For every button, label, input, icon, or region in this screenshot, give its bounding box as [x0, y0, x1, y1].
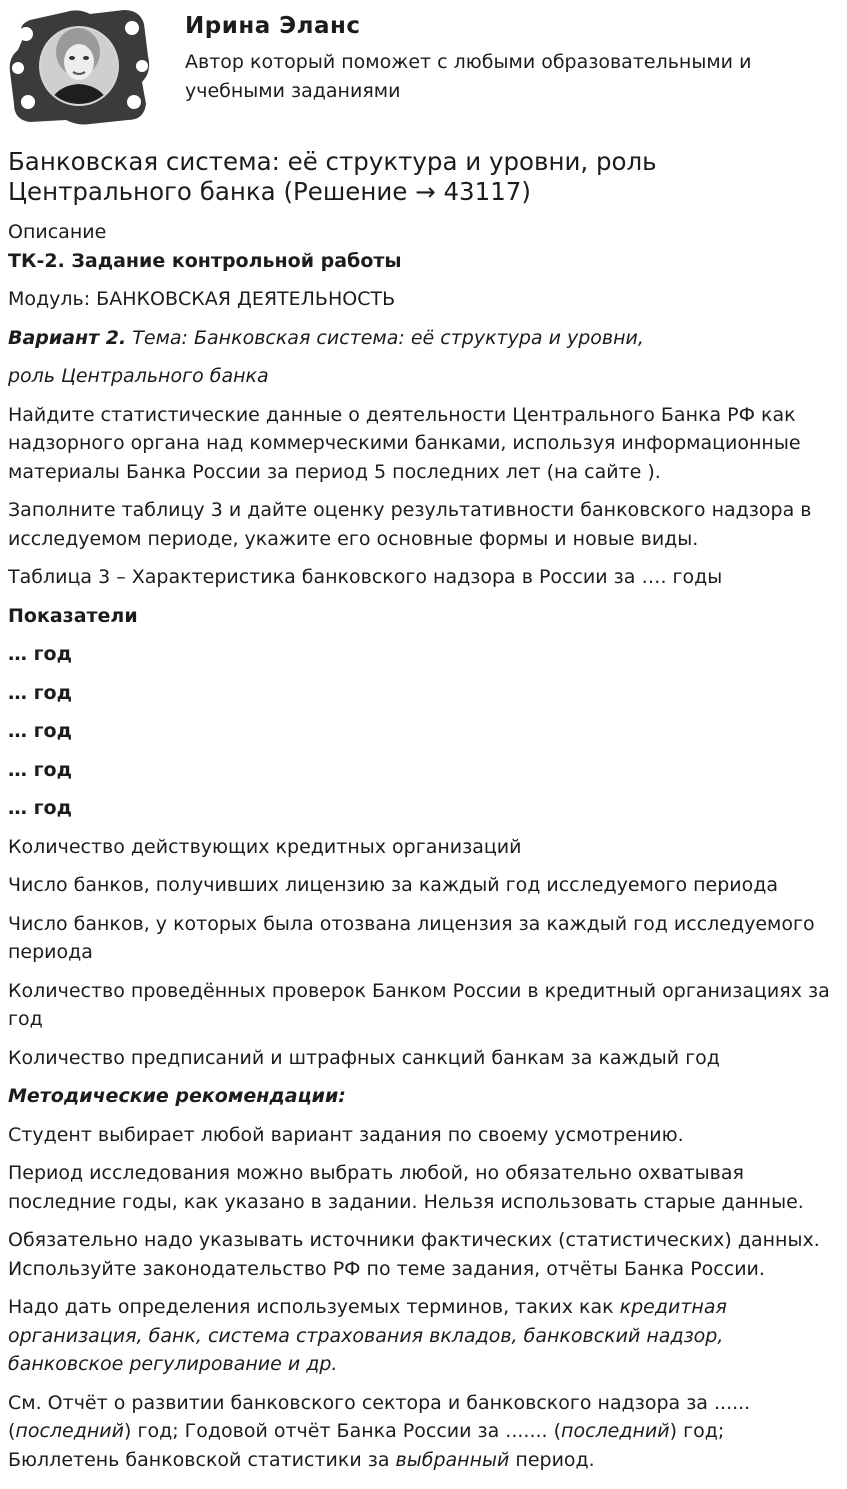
- author-name[interactable]: Ирина Эланс: [185, 13, 361, 39]
- task-heading: ТК-2. Задание контрольной работы: [8, 249, 402, 272]
- author-avatar: [6, 6, 152, 126]
- table-year: … год: [8, 797, 72, 819]
- recommendation-item: Надо дать определения используемых терминов, таких как кредитная организация, банк, система страхования вкладов, банковский надзор, банковское регулирование и др.: [8, 1296, 727, 1375]
- author-header: [0, 0, 847, 130]
- recommendations-heading: Методические рекомендации:: [8, 1085, 346, 1107]
- variant-topic-cont: роль Центрального банка: [8, 365, 269, 387]
- table-year: … год: [8, 758, 72, 781]
- table-row: Число банков, получивших лицензию за каждый год исследуемого периода: [8, 874, 779, 896]
- author-description: Автор который поможет с любыми образовательными и учебными заданиями: [185, 51, 752, 102]
- table-year: … год: [8, 643, 72, 665]
- recommendation-item: Период исследования можно выбрать любой, но обязательно охватывая последние годы, как указано в задании. Нельзя использовать старые данные.: [8, 1162, 804, 1213]
- table-row: Количество проведённых проверок Банком России в кредитный организациях за год: [8, 979, 830, 1030]
- table-year: … год: [8, 720, 72, 742]
- table-year: … год: [8, 681, 72, 704]
- page-title: Банковская система: её структура и уровни, роль Центрального банка (Решение → 43117): [8, 147, 657, 206]
- recommendation-item: Обязательно надо указывать источники фактических (статистических) данных. Используйте законодательство РФ по теме задания, отчёты Банка России.: [8, 1229, 820, 1280]
- main-content: [8, 147, 840, 1484]
- recommendation-item: Студент выбирает любой вариант задания по своему усмотрению.: [8, 1123, 684, 1146]
- table-row: Количество действующих кредитных организаций: [8, 835, 522, 858]
- variant-label: Вариант 2.: [8, 326, 127, 349]
- module-line: Модуль: БАНКОВСКАЯ ДЕЯТЕЛЬНОСТЬ: [8, 288, 396, 310]
- table-caption: Таблица 3 – Характеристика банковского надзора в России за …. годы: [8, 566, 723, 588]
- variant-topic: Тема: Банковская система: её структура и уровни,: [126, 326, 644, 349]
- table-row: Число банков, у которых была отозвана лицензия за каждый год исследуемого периода: [8, 912, 815, 963]
- table-row: Количество предписаний и штрафных санкций банкам за каждый год: [8, 1046, 720, 1069]
- paragraph-task: Найдите статистические данные о деятельности Центрального Банка РФ как надзорного органа над коммерческими банками, используя информационные материалы Банка России за период 5 последних лет (на сайте ).: [8, 403, 801, 483]
- table-header: Показатели: [8, 604, 138, 627]
- recommendation-item: См. Отчёт о развитии банковского сектора и банковского надзора за ...... (последний) год; Годовой отчёт Банка России за ....... (последний) год; Бюллетень банковской статистики за выбранный период.: [8, 1391, 751, 1471]
- variant-line: [8, 324, 840, 353]
- description-label: Описание: [8, 221, 107, 243]
- paragraph-fill-table: Заполните таблицу 3 и дайте оценку результативности банковского надзора в исследуемом периоде, укажите его основные формы и новые виды.: [8, 499, 812, 550]
